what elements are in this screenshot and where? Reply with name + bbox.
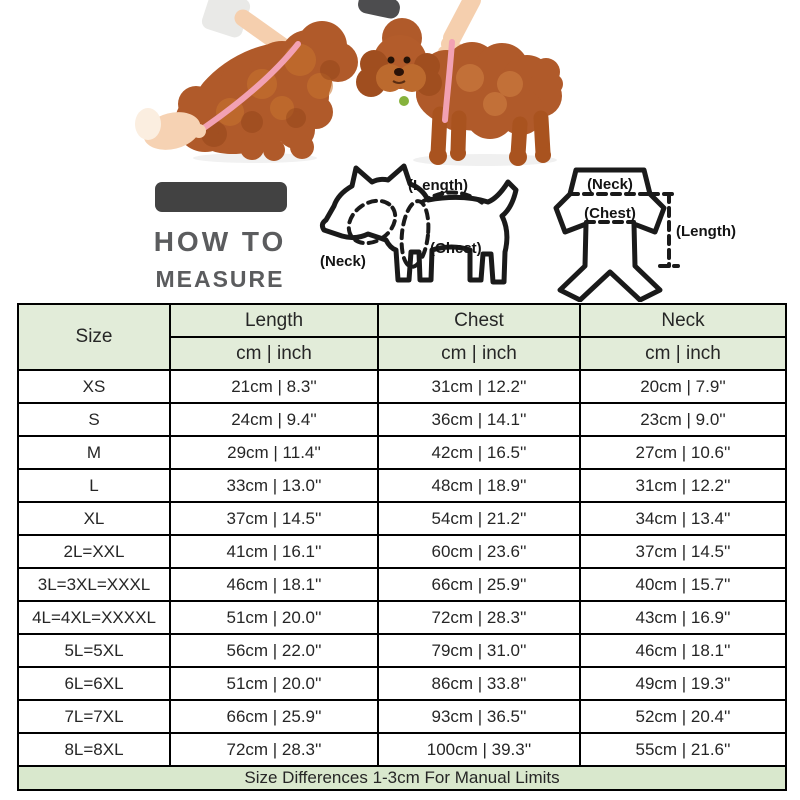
measure-text: MEASURE bbox=[155, 266, 285, 292]
length-cell: 24cm | 9.4'' bbox=[170, 403, 378, 436]
chest-cell: 48cm | 18.9'' bbox=[378, 469, 580, 502]
table-row bbox=[18, 502, 786, 535]
neck-cell: 31cm | 12.2'' bbox=[580, 469, 786, 502]
table-row bbox=[18, 469, 786, 502]
poodle-head bbox=[356, 18, 442, 106]
chest-cell: 86cm | 33.8'' bbox=[378, 667, 580, 700]
length-cell: 37cm | 14.5'' bbox=[170, 502, 378, 535]
side-view-measure-diagram bbox=[312, 156, 560, 302]
table-row bbox=[18, 667, 786, 700]
chest-label: (Chest) bbox=[584, 205, 636, 222]
how-to-text: HOW TO bbox=[153, 226, 287, 257]
size-cell: 8L=8XL bbox=[18, 733, 170, 766]
neck-cell: 55cm | 21.6'' bbox=[580, 733, 786, 766]
footer-row bbox=[18, 766, 786, 790]
size-cell: L bbox=[18, 469, 170, 502]
length-cell: 51cm | 20.0'' bbox=[170, 667, 378, 700]
size-header: Size bbox=[18, 304, 170, 370]
size-chart-table bbox=[17, 303, 787, 791]
chest-header: Chest bbox=[378, 304, 580, 337]
collar-tag bbox=[399, 96, 409, 106]
table-row bbox=[18, 634, 786, 667]
nose bbox=[394, 68, 404, 76]
neck-label: (Neck) bbox=[587, 176, 633, 193]
size-cell: 5L=5XL bbox=[18, 634, 170, 667]
hand-top-right bbox=[452, 0, 472, 38]
length-cell: 51cm | 20.0'' bbox=[170, 601, 378, 634]
table-row bbox=[18, 370, 786, 403]
neck-cell: 49cm | 19.3'' bbox=[580, 667, 786, 700]
measuring-photos bbox=[0, 0, 800, 168]
chest-cell: 54cm | 21.2'' bbox=[378, 502, 580, 535]
unit-header-neck: cm | inch bbox=[580, 337, 786, 370]
size-cell: 4L=4XL=XXXXL bbox=[18, 601, 170, 634]
chest-cell: 93cm | 36.5'' bbox=[378, 700, 580, 733]
neck-header: Neck bbox=[580, 304, 786, 337]
neck-cell: 37cm | 14.5'' bbox=[580, 535, 786, 568]
neck-label: (Neck) bbox=[320, 253, 366, 270]
size-cell: XL bbox=[18, 502, 170, 535]
photo-right-dog bbox=[356, 0, 563, 166]
photo-left-dog bbox=[135, 0, 358, 168]
how-to-measure-title bbox=[148, 228, 292, 291]
chest-cell: 60cm | 23.6'' bbox=[378, 535, 580, 568]
chest-cell: 66cm | 25.9'' bbox=[378, 568, 580, 601]
neck-cell: 34cm | 13.4'' bbox=[580, 502, 786, 535]
table-row bbox=[18, 733, 786, 766]
length-header: Length bbox=[170, 304, 378, 337]
dark-label-plate bbox=[155, 182, 287, 212]
header-row bbox=[18, 304, 786, 337]
length-cell: 66cm | 25.9'' bbox=[170, 700, 378, 733]
table-row bbox=[18, 403, 786, 436]
size-cell: M bbox=[18, 436, 170, 469]
neck-cell: 27cm | 10.6'' bbox=[580, 436, 786, 469]
size-cell: 7L=7XL bbox=[18, 700, 170, 733]
length-cell: 21cm | 8.3'' bbox=[170, 370, 378, 403]
chest-label: (Chest) bbox=[430, 240, 482, 257]
eye bbox=[404, 57, 411, 64]
chest-cell: 79cm | 31.0'' bbox=[378, 634, 580, 667]
length-label: (Length) bbox=[408, 177, 468, 194]
unit-header-chest: cm | inch bbox=[378, 337, 580, 370]
neck-cell: 40cm | 15.7'' bbox=[580, 568, 786, 601]
size-difference-note: Size Differences 1-3cm For Manual Limits bbox=[18, 766, 786, 790]
chest-cell: 42cm | 16.5'' bbox=[378, 436, 580, 469]
tape-dispenser bbox=[356, 0, 401, 20]
eye bbox=[388, 57, 395, 64]
table-row bbox=[18, 535, 786, 568]
table-row bbox=[18, 436, 786, 469]
neck-cell: 46cm | 18.1'' bbox=[580, 634, 786, 667]
chest-cell: 31cm | 12.2'' bbox=[378, 370, 580, 403]
size-cell: XS bbox=[18, 370, 170, 403]
neck-cell: 23cm | 9.0'' bbox=[580, 403, 786, 436]
size-cell: 3L=3XL=XXXL bbox=[18, 568, 170, 601]
length-cell: 29cm | 11.4'' bbox=[170, 436, 378, 469]
unit-header-length: cm | inch bbox=[170, 337, 378, 370]
size-cell: 2L=XXL bbox=[18, 535, 170, 568]
length-cell: 72cm | 28.3'' bbox=[170, 733, 378, 766]
size-cell: S bbox=[18, 403, 170, 436]
table-row bbox=[18, 700, 786, 733]
table-row bbox=[18, 568, 786, 601]
length-cell: 41cm | 16.1'' bbox=[170, 535, 378, 568]
length-cell: 33cm | 13.0'' bbox=[170, 469, 378, 502]
neck-cell: 43cm | 16.9'' bbox=[580, 601, 786, 634]
chest-cell: 72cm | 28.3'' bbox=[378, 601, 580, 634]
neck-cell: 20cm | 7.9'' bbox=[580, 370, 786, 403]
size-cell: 6L=6XL bbox=[18, 667, 170, 700]
chest-cell: 100cm | 39.3'' bbox=[378, 733, 580, 766]
garment-measure-diagram bbox=[548, 162, 794, 302]
length-cell: 46cm | 18.1'' bbox=[170, 568, 378, 601]
length-label: (Length) bbox=[676, 223, 736, 240]
table-row bbox=[18, 601, 786, 634]
length-cell: 56cm | 22.0'' bbox=[170, 634, 378, 667]
neck-cell: 52cm | 20.4'' bbox=[580, 700, 786, 733]
chest-cell: 36cm | 14.1'' bbox=[378, 403, 580, 436]
